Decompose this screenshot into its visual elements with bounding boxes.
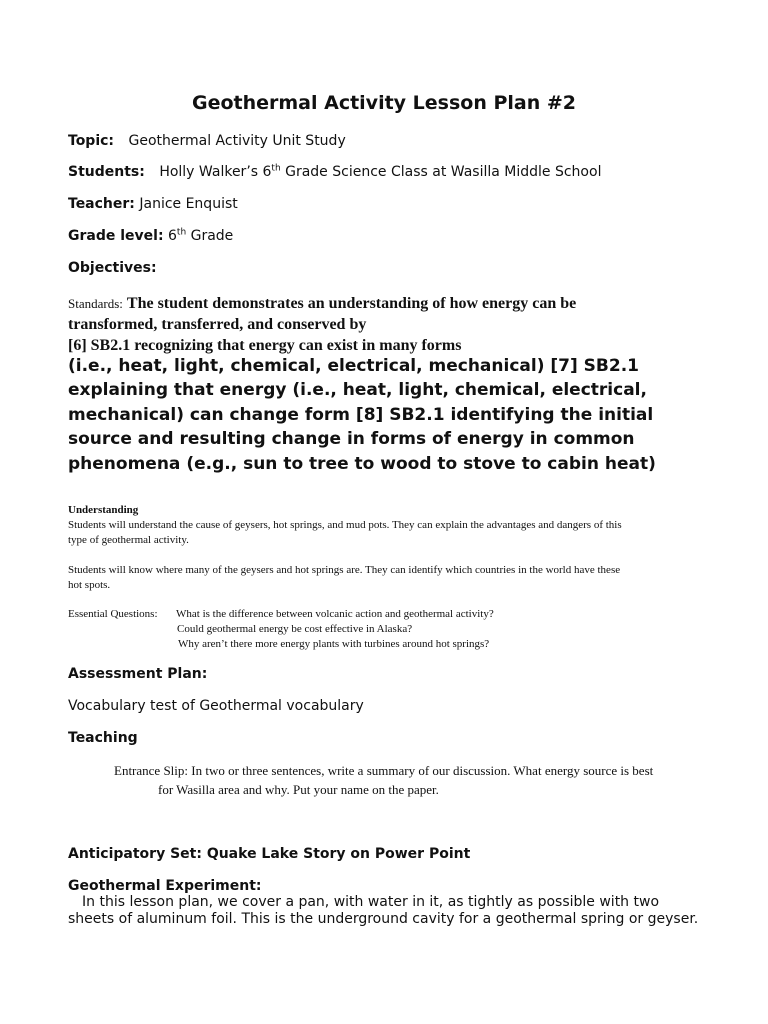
teacher-value: Janice Enquist (139, 196, 238, 212)
understanding-p1-line2: type of geothermal activity. (68, 534, 189, 546)
standards-label: Standards: (68, 296, 123, 311)
standards-line-2: transformed, transferred, and conserved by (68, 316, 367, 333)
topic-label: Topic: (68, 133, 115, 149)
standards-big-line-3: mechanical) can change form [8] SB2.1 identifying the initial (68, 405, 654, 425)
teaching-line-1: Entrance Slip: In two or three sentences, write a summary of our discussion. What energy source is best (114, 763, 654, 778)
page-title: Geothermal Activity Lesson Plan #2 (191, 92, 577, 114)
understanding-p2-line1: Students will know where many of the geysers and hot springs are. They can identify which countries in the world have these (68, 564, 621, 576)
grade-row (68, 228, 233, 244)
experiment-heading: Geothermal Experiment: (68, 878, 262, 894)
standards-big-line-4: source and resulting change in forms of energy in common (68, 429, 635, 449)
essential-question-1: What is the difference between volcanic action and geothermal activity? (176, 608, 494, 620)
understanding-p1-line1: Students will understand the cause of geysers, hot springs, and mud pots. They can explain the advantages and dangers of this (68, 519, 622, 531)
students-row (68, 164, 601, 180)
grade-value: 6th Grade (168, 227, 234, 244)
teaching-line-2: for Wasilla area and why. Put your name on the paper. (158, 782, 439, 797)
teaching-heading: Teaching (68, 730, 138, 746)
anticipatory-set: Anticipatory Set: Quake Lake Story on Power Point (68, 846, 471, 862)
assessment-heading: Assessment Plan: (68, 666, 208, 682)
experiment-line-2: sheets of aluminum foil. This is the underground cavity for a geothermal spring or geyser. (68, 911, 699, 927)
experiment-line-1: In this lesson plan, we cover a pan, with water in it, as tightly as possible with two (82, 894, 660, 910)
standards-big-line-2: explaining that energy (i.e., heat, light, chemical, electrical, (68, 380, 647, 400)
standards-line-1 (68, 295, 576, 313)
grade-label: Grade level: (68, 228, 164, 244)
objectives-heading: Objectives: (68, 260, 157, 276)
essential-questions-label: Essential Questions: (68, 608, 158, 620)
teacher-label: Teacher: (68, 196, 135, 212)
teacher-row (68, 196, 238, 212)
assessment-text: Vocabulary test of Geothermal vocabulary (68, 698, 364, 714)
standards-big-line-1: (i.e., heat, light, chemical, electrical, mechanical) [7] SB2.1 (68, 356, 640, 376)
essential-question-2: Could geothermal energy be cost effective in Alaska? (177, 623, 413, 635)
understanding-heading: Understanding (68, 504, 139, 516)
standards-big-line-5: phenomena (e.g., sun to tree to wood to stove to cabin heat) (68, 454, 656, 474)
essential-question-3: Why aren’t there more energy plants with turbines around hot springs? (178, 638, 490, 650)
topic-row (68, 133, 346, 149)
standards-text-1: The student demonstrates an understanding of how energy can be (126, 295, 577, 312)
students-label: Students: (68, 164, 145, 180)
topic-value: Geothermal Activity Unit Study (128, 133, 346, 149)
standards-line-3: [6] SB2.1 recognizing that energy can exist in many forms (68, 337, 462, 354)
students-value: Holly Walker’s 6th Grade Science Class at Wasilla Middle School (159, 163, 602, 180)
understanding-p2-line2: hot spots. (68, 579, 111, 591)
